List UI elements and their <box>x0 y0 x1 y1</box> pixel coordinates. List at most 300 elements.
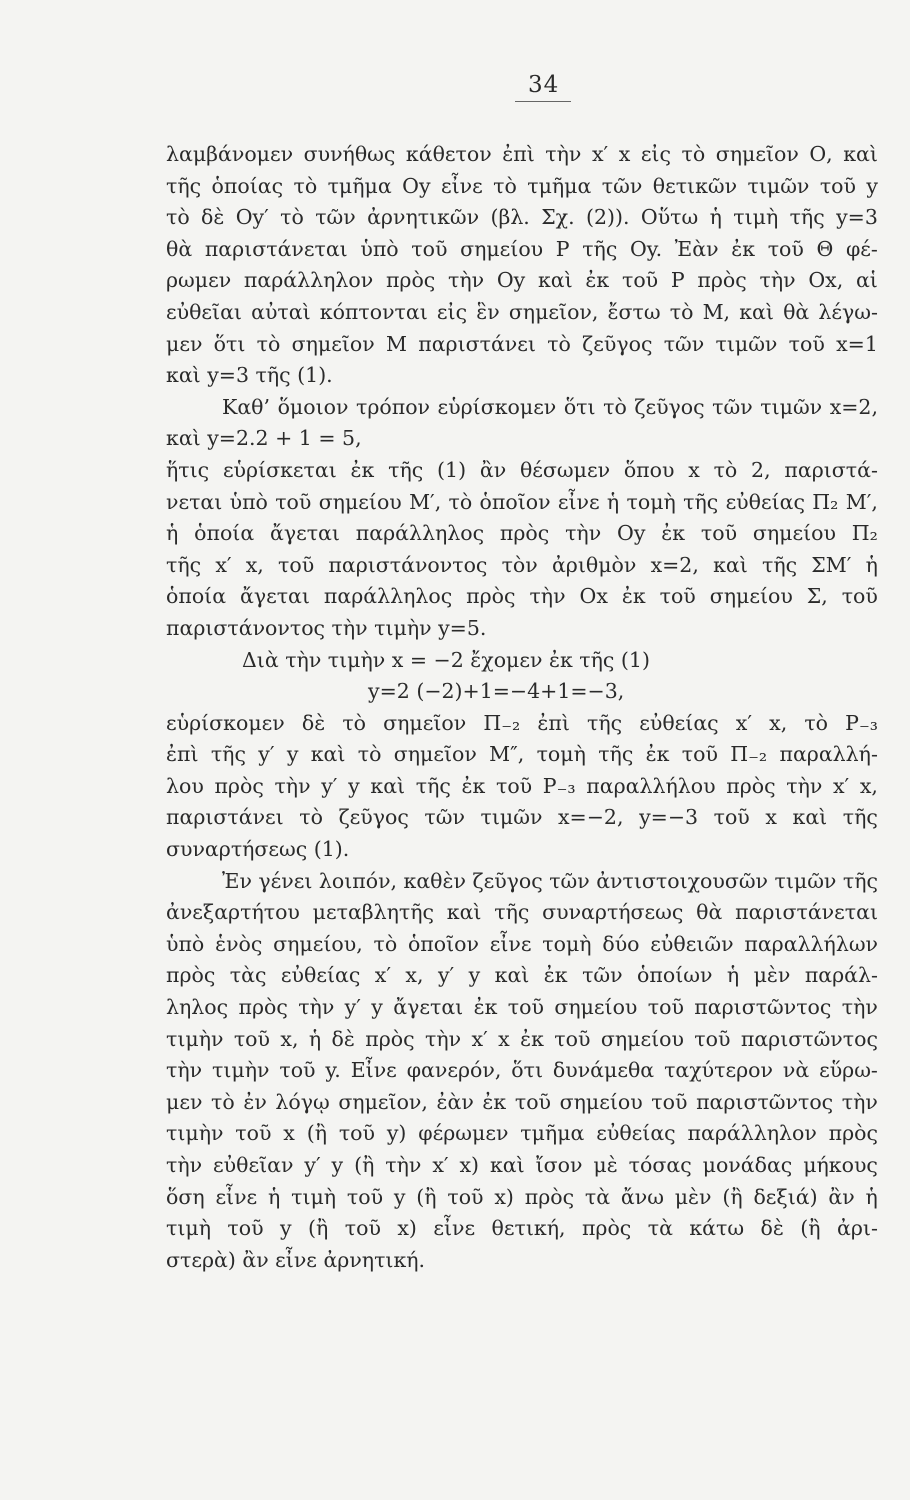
word: φέρωμεν <box>418 1121 509 1146</box>
word: παριστάνοντος <box>328 552 488 577</box>
text-line <box>166 487 878 519</box>
word: πρὸς <box>238 995 288 1020</box>
word: x, <box>859 773 878 798</box>
word: ζεῦγος <box>338 805 409 830</box>
word: ὑπὸ <box>360 236 399 261</box>
word: τὴν <box>298 995 335 1020</box>
word: τὸν <box>501 552 538 577</box>
word: y <box>371 995 383 1020</box>
word: y <box>393 1184 406 1209</box>
word: σημείου <box>752 521 836 546</box>
word: τὴν <box>166 1058 203 1083</box>
word: τῶν <box>601 173 643 198</box>
word: εὐθείας <box>596 1121 676 1146</box>
page-number: 34 <box>528 72 560 98</box>
word: παριστάνεται <box>735 900 878 925</box>
text-line <box>166 171 878 203</box>
word: ἐκ <box>731 236 756 261</box>
word: τιμὴ <box>166 1216 211 1241</box>
word: τὸ <box>256 331 281 356</box>
text-line <box>166 992 878 1024</box>
word: αἱ <box>855 268 878 293</box>
text-line <box>166 329 878 361</box>
word: τῆς <box>683 489 719 514</box>
word: τοῦ <box>235 1121 272 1146</box>
text-line: στερὰ) ἂν εἶνε ἀρνητική. <box>166 1247 426 1272</box>
word: y <box>468 963 481 988</box>
word: σημείου <box>600 1026 684 1051</box>
word: τῶν <box>424 805 465 830</box>
word: x′ <box>215 552 232 577</box>
word: y. <box>325 1058 341 1083</box>
word: ρωμεν <box>166 268 232 293</box>
word: ὅτι <box>563 394 596 419</box>
word: παριστῶντος <box>694 995 832 1020</box>
word: y <box>286 742 299 767</box>
word: ἡ <box>709 205 722 230</box>
word: θὰ <box>166 236 193 261</box>
word: ἀριθμὸν <box>551 552 637 577</box>
word: τῆς <box>842 805 878 830</box>
text-line <box>166 929 878 961</box>
text-line <box>166 234 878 266</box>
word: ἐκ <box>473 995 498 1020</box>
word: τοῦ <box>495 773 533 798</box>
word: καὶ <box>713 552 748 577</box>
word: ὁποία <box>194 521 255 546</box>
word: τιμὴν <box>166 1026 224 1051</box>
word: (ἢ <box>308 1216 329 1241</box>
word: τοῦ <box>275 489 312 514</box>
word: Σ, <box>806 584 828 609</box>
word: σημείου <box>318 489 402 514</box>
word: τὸ <box>373 931 398 956</box>
word: ΣΜ′ <box>811 552 852 577</box>
word: ἡ <box>865 552 878 577</box>
word: τὸ <box>681 142 706 166</box>
text-line <box>166 202 878 234</box>
word: τοῦ <box>278 552 315 577</box>
text-line <box>166 297 878 329</box>
word: πρὸς <box>828 1121 878 1146</box>
word: τῆς <box>598 742 634 767</box>
word: (ἢ <box>722 1184 743 1209</box>
word: μὲν <box>753 963 791 988</box>
word: Ἐὰν <box>674 236 719 261</box>
word: σημεῖον, <box>338 1089 428 1114</box>
word: σημείου <box>709 584 793 609</box>
word: x, <box>280 1026 299 1051</box>
word: μεν <box>166 1089 203 1114</box>
word: τιμὴ <box>291 1184 337 1209</box>
word: πρὸς <box>524 1184 575 1209</box>
word: Oy <box>496 268 526 293</box>
word: ἐκ <box>585 268 610 293</box>
word: τιμῶν <box>715 331 778 356</box>
word: μήκους <box>803 1153 878 1177</box>
word: ἔστω <box>607 299 661 324</box>
word: τοῦ <box>346 1184 384 1209</box>
word: ἀρι- <box>837 1216 878 1241</box>
word: τμῆμα <box>327 173 392 198</box>
word: τὸ <box>280 205 304 230</box>
word: ἄγεται <box>240 584 310 609</box>
word: Ρ₋₃ <box>542 773 576 798</box>
word: Μ″, <box>489 742 525 767</box>
word: τὸ <box>342 710 367 735</box>
word: τὸ <box>211 1089 235 1114</box>
word: τοῦ <box>767 236 804 261</box>
word: ἄνω <box>620 1184 664 1209</box>
word: τοῦ <box>411 236 448 261</box>
word: τὸ <box>713 457 738 482</box>
word: πρὸς <box>581 1216 632 1241</box>
word: κάθετον <box>405 142 492 166</box>
word: τομὴ <box>542 931 592 956</box>
word: καὶ <box>792 805 828 830</box>
word: τρόπον <box>355 394 430 419</box>
word: ἄγεται <box>270 521 340 546</box>
word: τοῦ <box>344 1216 381 1241</box>
word: καὶ <box>494 963 530 988</box>
word: Π₋₂ <box>730 742 768 767</box>
text-line <box>166 1087 878 1119</box>
word: y′ <box>344 995 361 1020</box>
word: εὐθειῶν <box>650 931 734 956</box>
word: μὲ <box>593 1153 618 1177</box>
word: ἐκ <box>543 963 568 988</box>
word: πρὸς <box>726 773 776 798</box>
word: γένει <box>258 868 313 893</box>
word: ἐπὶ <box>502 142 535 166</box>
word: Σχ. <box>541 205 575 230</box>
word: τοῦ <box>713 805 750 830</box>
word: τὸ <box>299 805 323 830</box>
word: εὕρω- <box>819 1058 878 1083</box>
word: αὐταὶ <box>251 299 311 324</box>
word: x′ <box>374 963 391 988</box>
word: θὰ <box>783 299 810 324</box>
word: τιμῶν <box>774 868 837 893</box>
text-line <box>166 897 878 929</box>
word: x′ <box>735 710 753 735</box>
text-line <box>166 866 878 898</box>
text-line <box>166 1055 878 1087</box>
word: ἐκ <box>621 584 646 609</box>
word: δὲ <box>760 1216 784 1241</box>
word: Εἶνε <box>350 1058 397 1083</box>
word: παριστάνεται <box>204 236 348 261</box>
word: ἓν <box>476 299 500 324</box>
word: Ρ₋₃ <box>845 710 878 735</box>
word: κόπτονται <box>319 299 428 324</box>
word: τῆς <box>166 552 202 577</box>
word: εὐθείας <box>280 963 361 988</box>
word: τῆς <box>587 710 623 735</box>
word: x <box>283 1121 295 1146</box>
word: ἐπὶ <box>166 742 199 767</box>
word: τμῆμα <box>527 173 592 198</box>
word: σημεῖον <box>291 331 375 356</box>
word: ἐὰν <box>436 1089 474 1114</box>
word: ἀρνητικῶν <box>367 205 480 230</box>
word: ὁποῖον <box>479 489 551 514</box>
word: σημείου, <box>273 931 363 956</box>
word: ληλος <box>166 995 229 1020</box>
text-line <box>166 1024 878 1056</box>
text-line <box>166 550 878 582</box>
word: τοῦ <box>788 331 825 356</box>
word: παραλλή- <box>779 742 878 767</box>
word: ἡ <box>268 1184 281 1209</box>
word: τιμῶν <box>747 173 810 198</box>
word: ὅμοιον <box>277 394 349 419</box>
word: Π₋₂ <box>483 710 521 735</box>
word: τῶν <box>582 963 623 988</box>
text-line <box>166 708 878 740</box>
word: Π₂ <box>851 521 878 546</box>
word: τὴν <box>425 1026 462 1051</box>
word: εἶνε <box>433 1216 476 1241</box>
word: y′ <box>304 1153 321 1177</box>
word: ἂν <box>828 1184 855 1209</box>
word: μεν <box>166 331 203 356</box>
word: τῆς <box>494 900 530 925</box>
word: x′ <box>432 1153 449 1177</box>
word: τὸ <box>166 205 190 230</box>
word: λόγῳ <box>275 1089 330 1114</box>
word: μεταβλητῆς <box>312 900 435 925</box>
word: τὴν <box>529 584 566 609</box>
word: Ρ <box>670 268 685 293</box>
text-line <box>166 960 878 992</box>
word: πρὸς <box>499 521 550 546</box>
text-line: καὶ y=2.2 + 1 = 5, <box>166 426 362 451</box>
word: x <box>688 457 700 482</box>
word: μονάδας <box>702 1153 793 1177</box>
word: τὸ <box>603 394 627 419</box>
word: εὐθεῖαι <box>166 299 242 324</box>
word: κάτω <box>689 1216 745 1241</box>
word: τομὴ <box>626 489 676 514</box>
word: τοῦ <box>694 1026 731 1051</box>
word: τὴν <box>565 521 602 546</box>
word: τοῦ <box>700 521 738 546</box>
word: τὴν <box>759 268 796 293</box>
word: τοῦ <box>554 1026 591 1051</box>
word: τὴν <box>448 268 485 293</box>
word: ἡ <box>308 1026 322 1051</box>
word: μὲν <box>674 1184 712 1209</box>
word: τὸ <box>293 173 318 198</box>
word: τὴν <box>786 773 823 798</box>
word: ἐκ <box>350 457 375 482</box>
word: Μ′, <box>845 489 878 514</box>
word: παραλλήλων <box>744 931 878 956</box>
text-line: y=2 (−2)+1=−4+1=−3, <box>368 679 625 704</box>
word: σημεῖον <box>715 142 799 166</box>
word: x=2, <box>650 552 699 577</box>
word: σημεῖον <box>383 710 467 735</box>
word: ὁποίας <box>211 173 284 198</box>
word: τῶν <box>549 868 590 893</box>
text-line <box>166 455 878 487</box>
word: παριστάνει <box>418 331 536 356</box>
word: τῆς <box>210 742 246 767</box>
word: τὰ <box>647 1216 673 1241</box>
word: Μ, <box>702 299 731 324</box>
word: καὶ <box>843 142 878 166</box>
text-line <box>166 1182 878 1214</box>
word: δὲ <box>301 710 326 735</box>
word: εἶνε <box>215 1184 258 1209</box>
word: Θ <box>816 236 834 261</box>
word: ὅπου <box>623 457 675 482</box>
word: ἐκ <box>645 742 670 767</box>
text-line <box>166 1213 878 1245</box>
word: y=−3 <box>639 805 699 830</box>
word: ὁποία <box>166 584 227 609</box>
word: ὅτι <box>511 1058 543 1083</box>
word: σημεῖον <box>393 742 477 767</box>
word: καὶ <box>310 742 346 767</box>
word: ἐκ <box>520 1026 544 1051</box>
word: φανερόν, <box>406 1058 502 1083</box>
word: ἑνὸς <box>215 931 263 956</box>
word: καθὲν <box>403 868 466 893</box>
word: εὐθεῖαν <box>213 1153 294 1177</box>
word: πρὸς <box>166 963 216 988</box>
word: τὴν <box>545 142 582 166</box>
word: τοῦ <box>659 584 696 609</box>
word: (2)). <box>585 205 630 230</box>
word: y <box>866 173 878 198</box>
word: y′ <box>321 773 338 798</box>
word: y <box>331 1153 344 1177</box>
word: y) <box>386 1121 407 1146</box>
word: παράλληλος <box>355 521 485 546</box>
body-text <box>166 139 878 1276</box>
word: καὶ <box>370 773 406 798</box>
word: ζεῦγος <box>634 394 705 419</box>
word: ἐκ <box>482 1089 507 1114</box>
word: x, <box>769 710 788 735</box>
word: x) <box>494 1184 514 1209</box>
word: (ἢ <box>800 1216 821 1241</box>
word: (1) <box>437 457 467 482</box>
word: ὅτι <box>213 331 246 356</box>
word: πρὸς <box>385 268 436 293</box>
word: παράλ- <box>804 963 878 988</box>
word: λαμβάνομεν <box>166 142 294 166</box>
word: y′ <box>437 963 455 988</box>
word: y <box>280 1216 292 1241</box>
word: τοῦ <box>621 268 659 293</box>
word: τιμὴν <box>166 1121 224 1146</box>
word: νεται <box>166 489 223 514</box>
word: Οὕτω <box>640 205 699 230</box>
word: x, <box>245 552 264 577</box>
word: πρὸς <box>214 773 264 798</box>
word: Oy <box>402 173 431 198</box>
word: τὸ <box>493 173 517 198</box>
word: ἡ <box>606 489 620 514</box>
word: παριστάνει <box>166 805 284 830</box>
word: παράλληλον <box>687 1121 817 1146</box>
word: τοῦ <box>647 995 684 1020</box>
word: Μ <box>385 331 407 356</box>
word: τοῦ <box>681 742 718 767</box>
word: δεξιά) <box>753 1184 818 1209</box>
word: τῆς <box>789 205 825 230</box>
text-line <box>166 739 878 771</box>
word: δυνάμεθα <box>552 1058 655 1083</box>
word: Ο, <box>809 142 833 166</box>
word: τοῦ <box>651 1089 688 1114</box>
word: τιμὴν <box>212 1058 270 1083</box>
word: τμῆμα <box>520 1121 585 1146</box>
word: τῆς <box>842 868 878 893</box>
word: ἀντιστοιχουσῶν <box>596 868 769 893</box>
word: x, <box>405 963 424 988</box>
word: παραλλήλου <box>586 773 716 798</box>
word: Oy <box>617 521 646 546</box>
word: ἡ <box>166 521 179 546</box>
word: τῆς <box>582 236 618 261</box>
word: τὴν <box>841 1089 878 1114</box>
word: ἐν <box>243 1089 267 1114</box>
word: καὶ <box>489 1153 525 1177</box>
word: εὑρίσκομεν <box>166 710 285 735</box>
text-line: συναρτήσεως (1). <box>166 837 350 862</box>
word: συναρτήσεως <box>542 900 684 925</box>
word: ταχύτερον <box>664 1058 773 1083</box>
word: λοιπόν, <box>318 868 398 893</box>
word: ἂν <box>479 457 507 482</box>
word: εὐθείας <box>725 489 805 514</box>
word: τοῦ <box>507 995 544 1020</box>
word: τοῦ <box>841 584 878 609</box>
word: πρὸς <box>697 268 747 293</box>
word: παράλληλον <box>243 268 374 293</box>
text-line: καὶ y=3 τῆς (1). <box>166 363 333 388</box>
word: ἐκ <box>661 521 686 546</box>
word: τῶν <box>663 331 705 356</box>
word: ὑπὸ <box>166 931 205 956</box>
word: δὲ <box>331 1026 355 1051</box>
word: θετική, <box>491 1216 566 1241</box>
word: y=3 <box>836 205 878 230</box>
word: σημείου <box>460 236 544 261</box>
word: τιμῶν <box>480 805 543 830</box>
word: ἡ <box>726 963 740 988</box>
word: τὸ <box>448 489 473 514</box>
word: (ἢ <box>416 1184 437 1209</box>
word: εἶνε <box>557 489 600 514</box>
word: εὑρίσκομεν <box>437 394 557 419</box>
word: τὸ <box>547 331 571 356</box>
word: τῶν <box>712 394 753 419</box>
word: τόσας <box>628 1153 692 1177</box>
word: παριστῶντος <box>740 1026 878 1051</box>
word: τοῦ <box>279 1058 316 1083</box>
word: (ἢ <box>354 1153 375 1177</box>
word: Ox <box>579 584 608 609</box>
text-line: Διὰ τὴν τιμὴν x = −2 ἔχομεν ἐκ τῆς (1) <box>242 647 650 672</box>
word: (ἢ <box>306 1121 327 1146</box>
word: σημείου <box>554 995 638 1020</box>
word: φέ- <box>845 236 878 261</box>
